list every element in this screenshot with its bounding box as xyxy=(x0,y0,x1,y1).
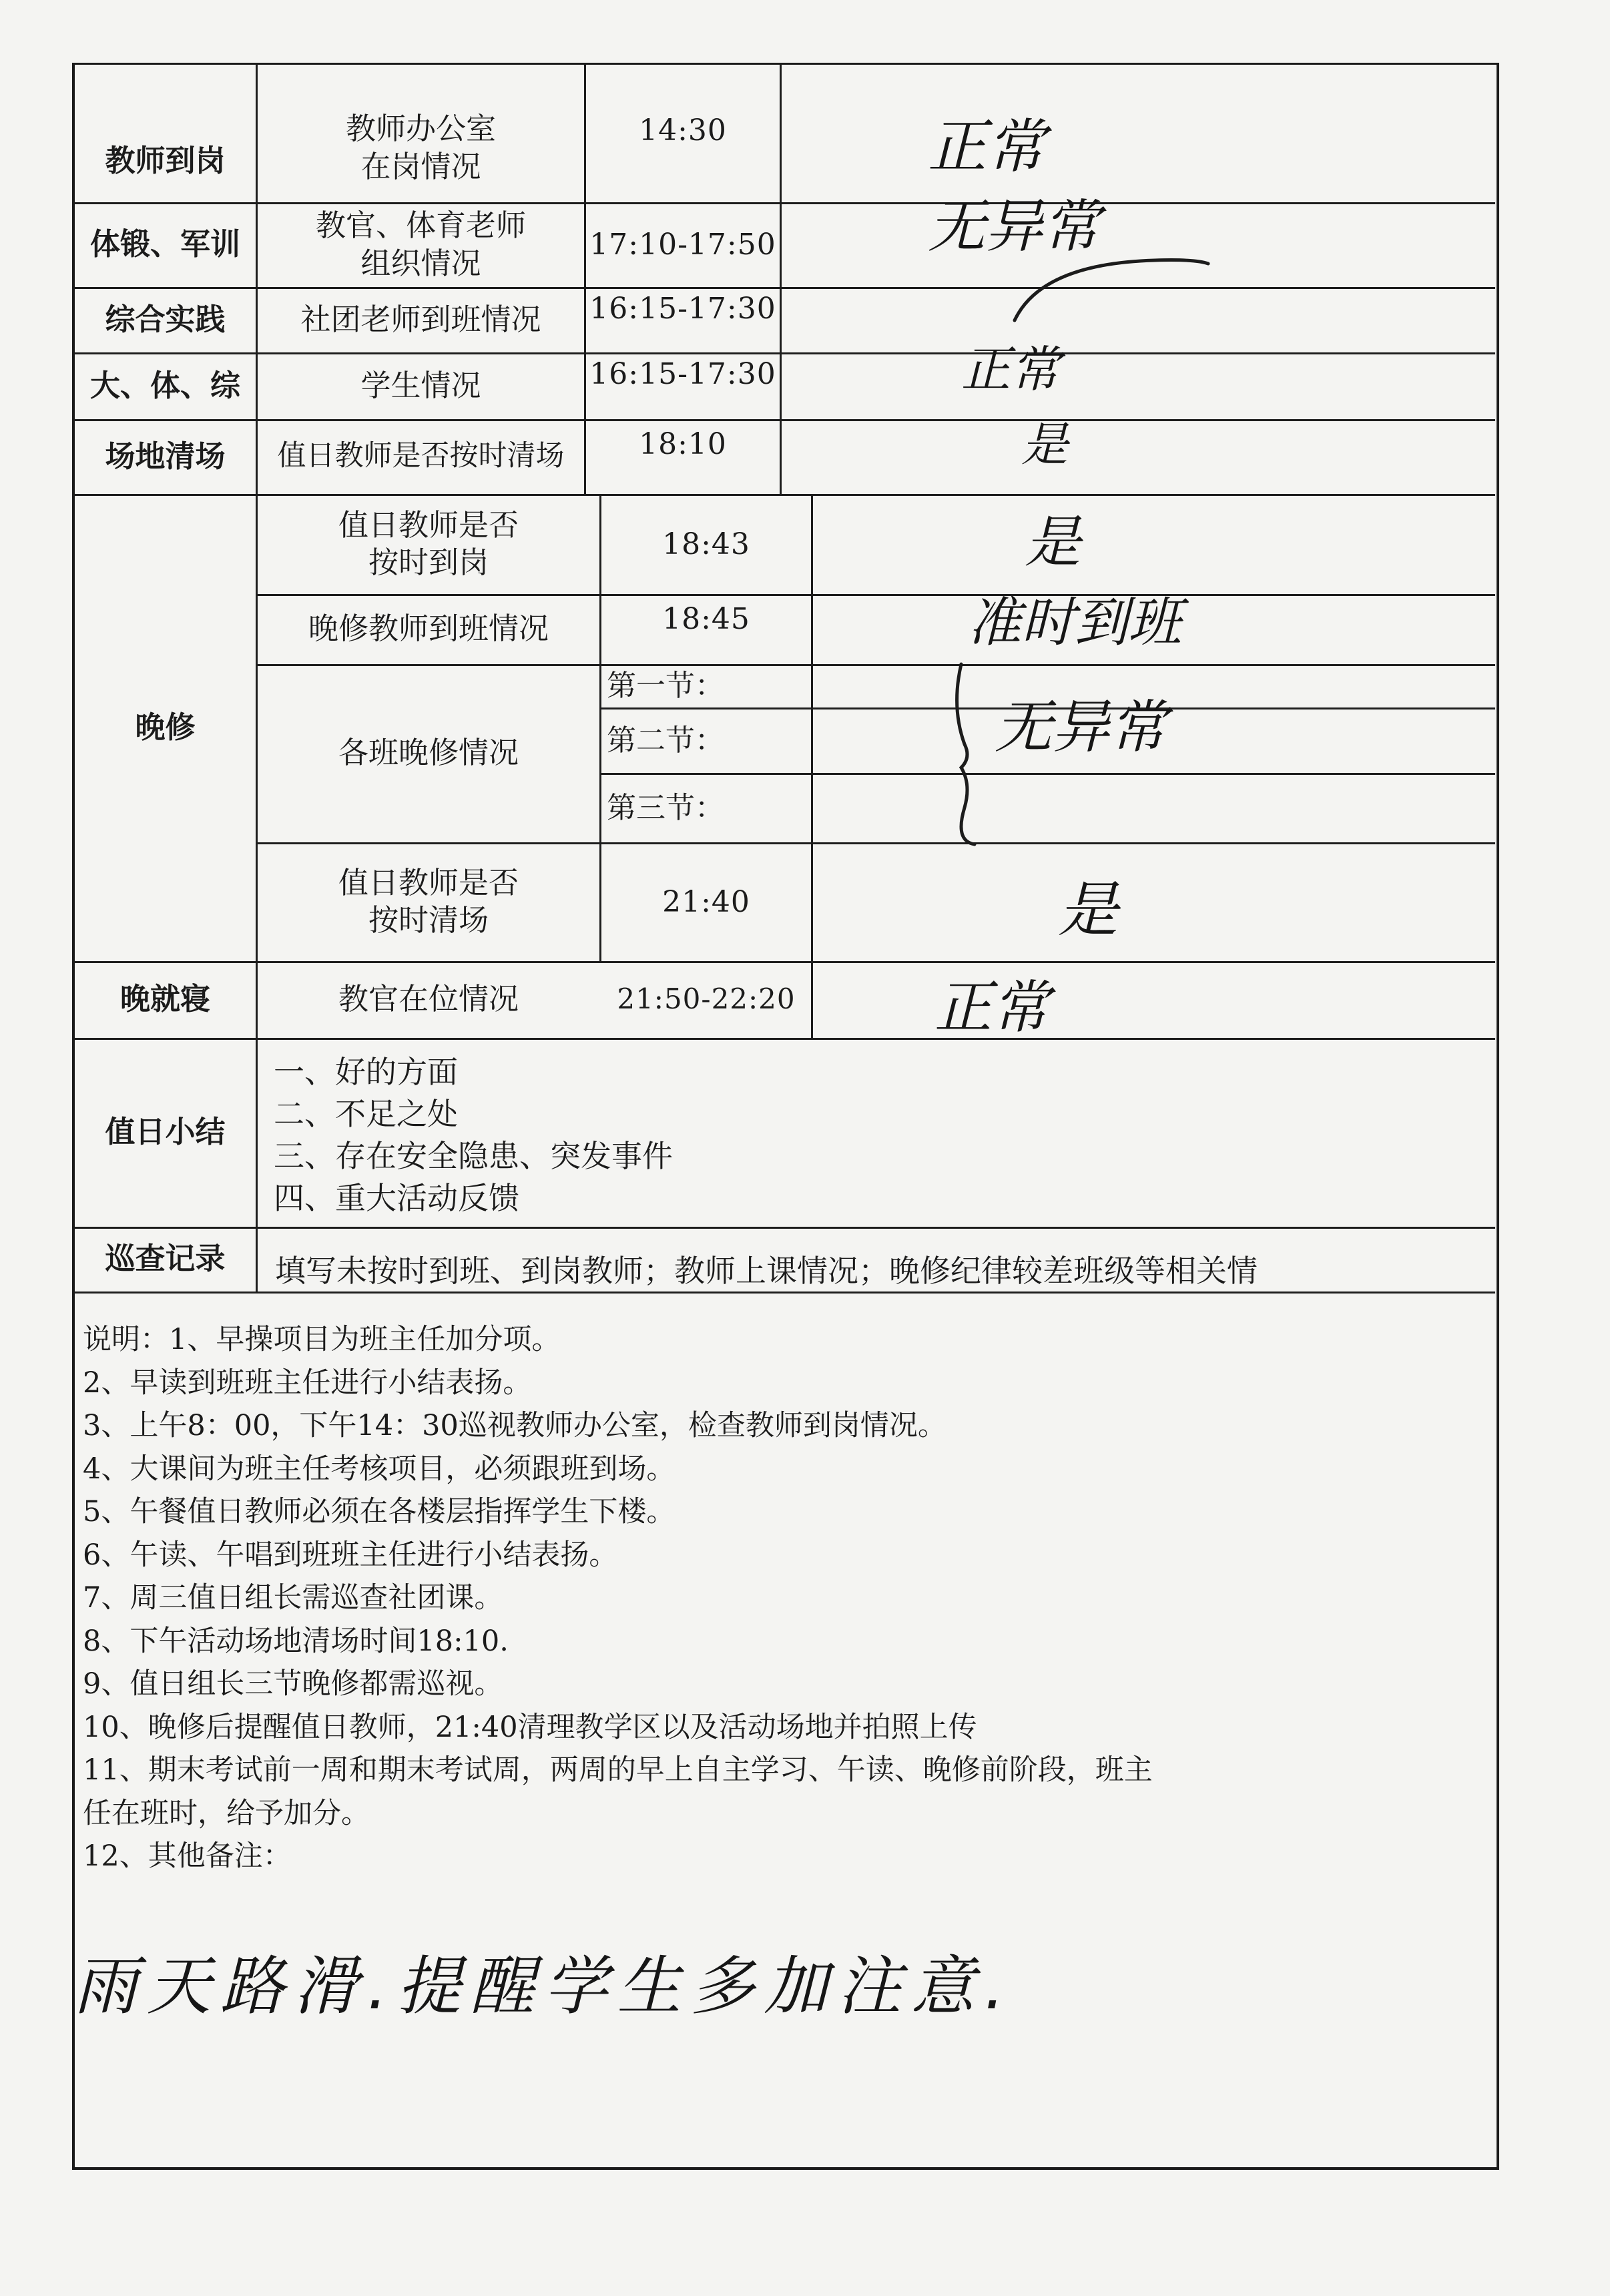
time-site-clear: 18:10 xyxy=(639,427,727,461)
time-duty-on-time: 18:43 xyxy=(662,527,750,561)
item-class-evening: 各班晚修情况 xyxy=(338,735,519,771)
note-line: 2、早读到班班主任进行小结表扬。 xyxy=(83,1366,532,1400)
summary-line: 三、存在安全隐患、突发事件 xyxy=(274,1138,673,1174)
note-line: 12、其他备注： xyxy=(83,1839,292,1873)
summary-lines xyxy=(274,1051,673,1219)
time-teacher-post: 14:30 xyxy=(639,113,727,148)
note-line: 说明：1、早操项目为班主任加分项。 xyxy=(83,1323,561,1356)
note-exercise: 无异常 xyxy=(928,194,1100,260)
time-exercise: 17:10-17:50 xyxy=(589,228,776,262)
handwritten-remark: 雨天路滑.提醒学生多加注意. xyxy=(73,1949,1015,2024)
note-duty-clear: 是 xyxy=(1058,875,1118,945)
note-line: 3、上午8：00，下午14：30巡视教师办公室，检查教师到岗情况。 xyxy=(83,1409,947,1442)
item-big-pe: 学生情况 xyxy=(360,367,481,403)
note-line: 4、大课间为班主任考核项目，必须跟班到场。 xyxy=(83,1452,676,1486)
note-line: 6、午读、午唱到班班主任进行小结表扬。 xyxy=(83,1538,618,1572)
patrol-text: 填写未按时到班、到岗教师；教师上课情况；晚修纪律较差班级等相关情 xyxy=(275,1253,1258,1289)
note-bedtime: 正常 xyxy=(934,974,1049,1041)
category-site-clear: 场地清场 xyxy=(105,438,226,474)
item-exercise: 教官、体育老师 组织情况 xyxy=(315,208,526,281)
item-teacher-post: 教师办公室 在岗情况 xyxy=(345,111,496,184)
time-duty-clear: 21:40 xyxy=(662,884,750,919)
note-line: 9、值日组长三节晚修都需巡视。 xyxy=(83,1667,503,1701)
category-teacher-post: 教师到岗 xyxy=(105,143,226,179)
item-teacher-arrival: 晚修教师到班情况 xyxy=(308,611,549,647)
category-bedtime: 晚就寝 xyxy=(119,981,210,1017)
category-exercise: 体锻、军训 xyxy=(89,226,240,262)
note-duty-on-time: 是 xyxy=(1025,509,1081,575)
category-summary: 值日小结 xyxy=(105,1114,226,1150)
note-line: 8、下午活动场地清场时间18:10. xyxy=(83,1624,509,1658)
summary-line: 二、不足之处 xyxy=(274,1096,458,1132)
period-1-label: 第一节： xyxy=(607,669,724,703)
item-bedtime: 教官在位情况 xyxy=(338,981,519,1017)
note-line: 7、周三值日组长需巡查社团课。 xyxy=(83,1581,503,1615)
item-duty-clear: 值日教师是否 按时清场 xyxy=(338,864,519,938)
note-line: 任在班时，给予加分。 xyxy=(83,1796,370,1830)
note-class-evening: 无异常 xyxy=(995,694,1167,761)
category-practice: 综合实践 xyxy=(105,301,226,337)
summary-line: 四、重大活动反馈 xyxy=(274,1180,519,1216)
note-site-clear: 是 xyxy=(1021,417,1068,472)
category-patrol: 巡查记录 xyxy=(105,1241,226,1277)
note-line: 10、晚修后提醒值日教师，21:40清理教学区以及活动场地并拍照上传 xyxy=(83,1710,977,1744)
note-teacher-arrival: 准时到班 xyxy=(968,591,1181,653)
item-practice: 社团老师到班情况 xyxy=(300,301,541,337)
category-big-pe: 大、体、综 xyxy=(89,367,240,403)
time-big-pe: 16:15-17:30 xyxy=(589,357,776,391)
note-big-pe: 正常 xyxy=(961,341,1060,398)
time-teacher-arrival: 18:45 xyxy=(662,602,750,636)
period-2-label: 第二节： xyxy=(607,723,724,758)
instruction-notes xyxy=(83,1318,1153,1878)
item-site-clear: 值日教师是否按时清场 xyxy=(277,439,565,473)
period-3-label: 第三节： xyxy=(607,790,724,825)
item-duty-on-time: 值日教师是否 按时到岗 xyxy=(338,507,519,580)
note-teacher-post: 正常 xyxy=(928,112,1046,181)
time-bedtime: 21:50-22:20 xyxy=(617,982,796,1016)
time-practice: 16:15-17:30 xyxy=(589,292,776,326)
category-evening: 晚修 xyxy=(135,709,196,745)
summary-line: 一、好的方面 xyxy=(274,1054,458,1090)
note-line: 11、期末考试前一周和期末考试周，两周的早上自主学习、午读、晚修前阶段，班主 xyxy=(83,1753,1153,1787)
note-line: 5、午餐值日教师必须在各楼层指挥学生下楼。 xyxy=(83,1495,676,1528)
